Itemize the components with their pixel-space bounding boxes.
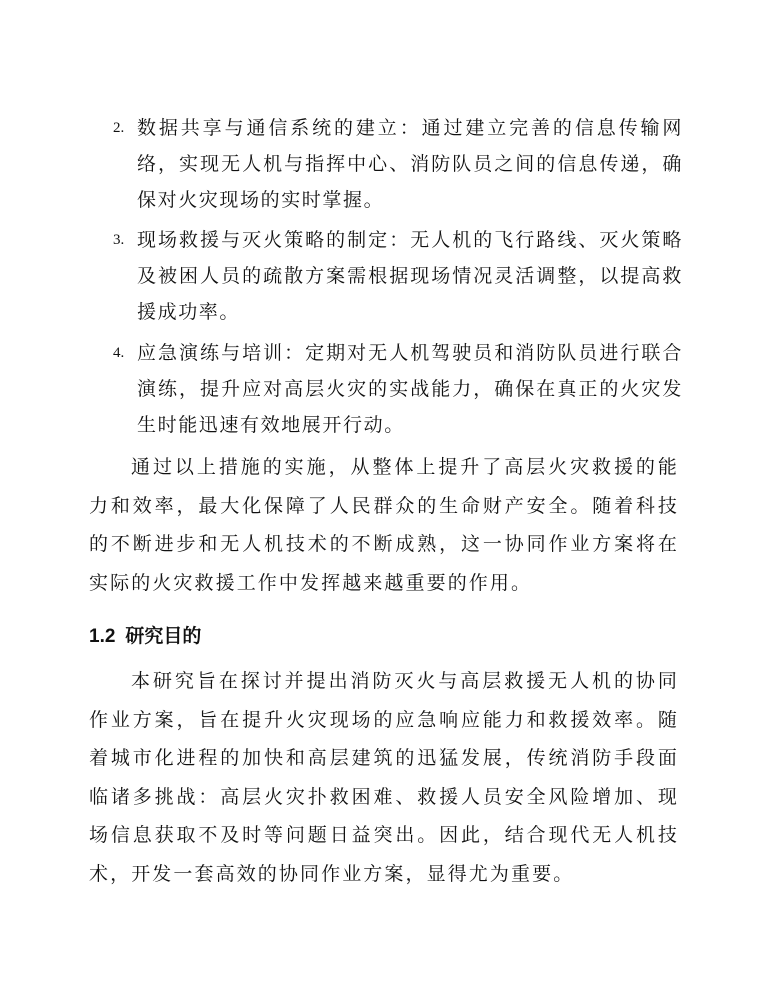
list-item-text: 现场救援与灭火策略的制定：无人机的飞行路线、灭火策略及被困人员的疏散方案需根据现场情况灵活调整，以提高救援成功率。 [137,229,683,323]
section-title: 研究目的 [125,625,202,647]
summary-paragraph: 通过以上措施的实施，从整体上提升了高层火灾救援的能力和效率，最大化保障了人民群众的生命财产安全。随着科技的不断进步和无人机技术的不断成熟，这一协同作业方案将在实际的火灾救援工作中发挥越来越重要的作用。 [89,456,679,594]
list-item-number: 2. [113,120,125,136]
list-item-text: 数据共享与通信系统的建立：通过建立完善的信息传输网络，实现无人机与指挥中心、消防队员之间的信息传递，确保对火灾现场的实时掌握。 [137,117,683,211]
section-number: 1.2 [89,626,116,647]
list-item-number: 4. [113,345,125,361]
list-item-text: 应急演练与培训：定期对无人机驾驶员和消防队员进行联合演练，提升应对高层火灾的实战能力，确保在真正的火灾发生时能迅速有效地展开行动。 [137,342,683,436]
section-heading [89,621,201,652]
list-item-number: 3. [113,232,125,248]
purpose-paragraph: 本研究旨在探讨并提出消防灭火与高层救援无人机的协同作业方案，旨在提升火灾现场的应急响应能力和救援效率。随着城市化进程的加快和高层建筑的迅猛发展，传统消防手段面临诸多挑战：高层火灾扑救困难、救援人员安全风险增加、现场信息获取不及时等问题日益突出。因此，结合现代无人机技术，开发一套高效的协同作业方案，显得尤为重要。 [89,670,679,885]
